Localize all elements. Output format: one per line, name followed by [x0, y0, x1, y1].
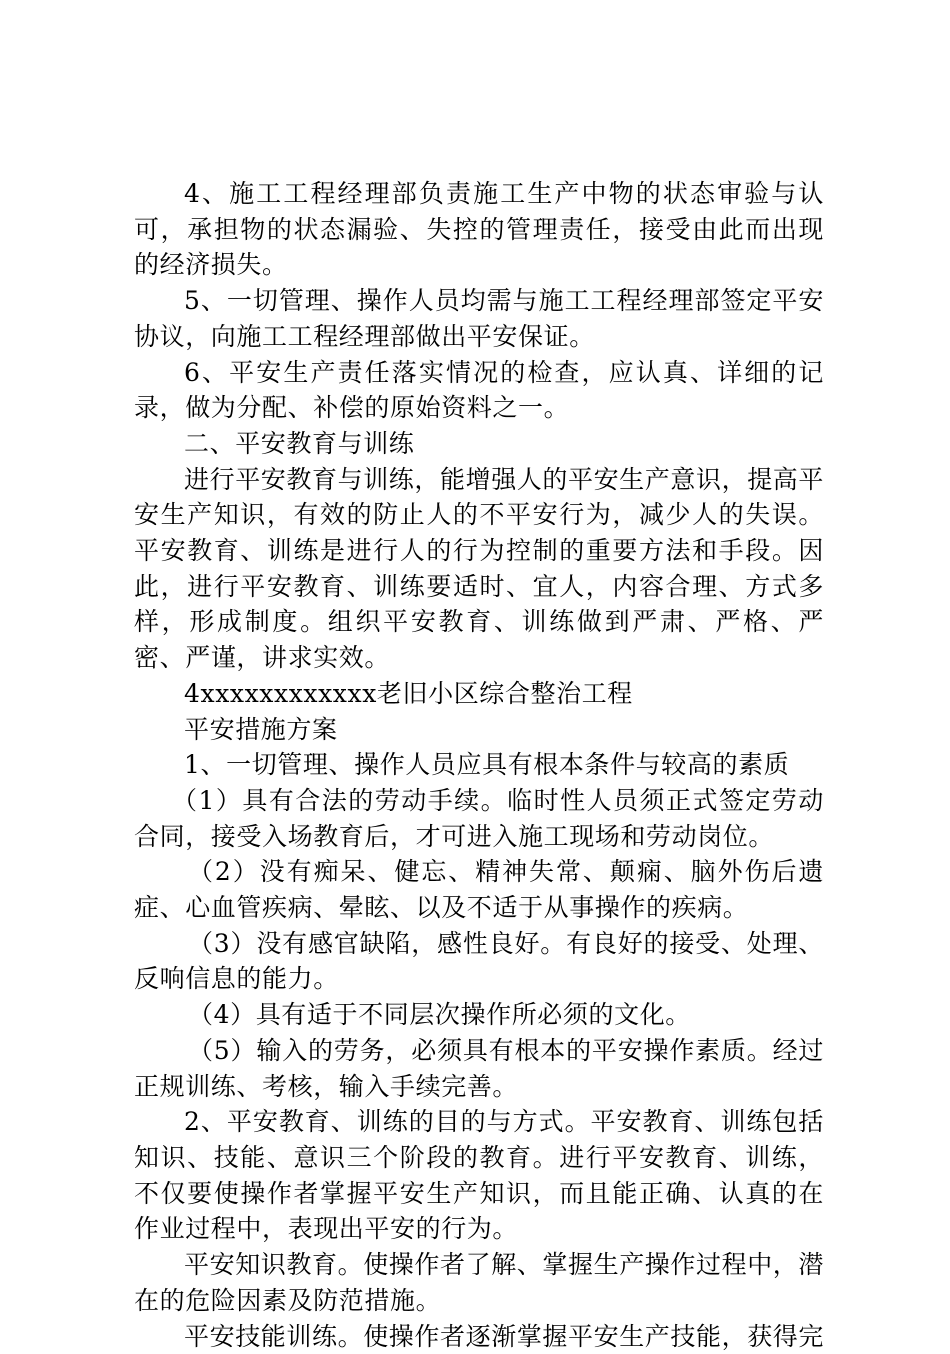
paragraph-item-6: 6、平安生产责任落实情况的检查，应认真、详细的记录，做为分配、补偿的原始资料之一。 — [134, 355, 824, 426]
paragraph-knowledge-education: 平安知识教育。使操作者了解、掌握生产操作过程中，潜在的危险因素及防范措施。 — [134, 1247, 824, 1318]
paragraph-requirement-2: 2、平安教育、训练的目的与方式。平安教育、训练包括知识、技能、意识三个阶段的教育。进行平安教育、训练，不仅要使操作者掌握平安生产知识，而且能正确、认真的在作业过程中，表现出平安的行为。 — [134, 1104, 824, 1247]
sub-item-3: （3）没有感官缺陷，感性良好。有良好的接受、处理、反响信息的能力。 — [134, 926, 824, 997]
sub-item-1: （1）具有合法的劳动手续。临时性人员须正式签定劳动合同，接受入场教育后，才可进入施工现场和劳动岗位。 — [134, 783, 824, 854]
paragraph-education-intro: 进行平安教育与训练，能增强人的平安生产意识，提高平安生产知识，有效的防止人的不平安行为，减少人的失误。平安教育、训练是进行人的行为控制的重要方法和手段。因此，进行平安教育、训练要适时、宜人，内容合理、方式多样，形成制度。组织平安教育、训练做到严肃、严格、严密、严谨，讲求实效。 — [134, 462, 824, 676]
plan-title: 平安措施方案 — [134, 712, 824, 748]
paragraph-requirement-1: 1、一切管理、操作人员应具有根本条件与较高的素质 — [134, 747, 824, 783]
section-heading-safety-education: 二、平安教育与训练 — [134, 426, 824, 462]
document-body — [134, 176, 824, 1354]
project-title: 4xxxxxxxxxxxx老旧小区综合整治工程 — [134, 676, 824, 712]
sub-item-4: （4）具有适于不同层次操作所必须的文化。 — [134, 997, 824, 1033]
sub-item-2: （2）没有痴呆、健忘、精神失常、颠痫、脑外伤后遗症、心血管疾病、晕眩、以及不适于从事操作的疾病。 — [134, 854, 824, 925]
sub-item-5: （5）输入的劳务，必须具有根本的平安操作素质。经过正规训练、考核，输入手续完善。 — [134, 1033, 824, 1104]
paragraph-item-4: 4、施工工程经理部负责施工生产中物的状态审验与认可，承担物的状态漏验、失控的管理责任，接受由此而出现的经济损失。 — [134, 176, 824, 283]
paragraph-skill-training: 平安技能训练。使操作者逐渐掌握平安生产技能，获得完 — [134, 1319, 824, 1354]
paragraph-item-5: 5、一切管理、操作人员均需与施工工程经理部签定平安协议，向施工工程经理部做出平安保证。 — [134, 283, 824, 354]
